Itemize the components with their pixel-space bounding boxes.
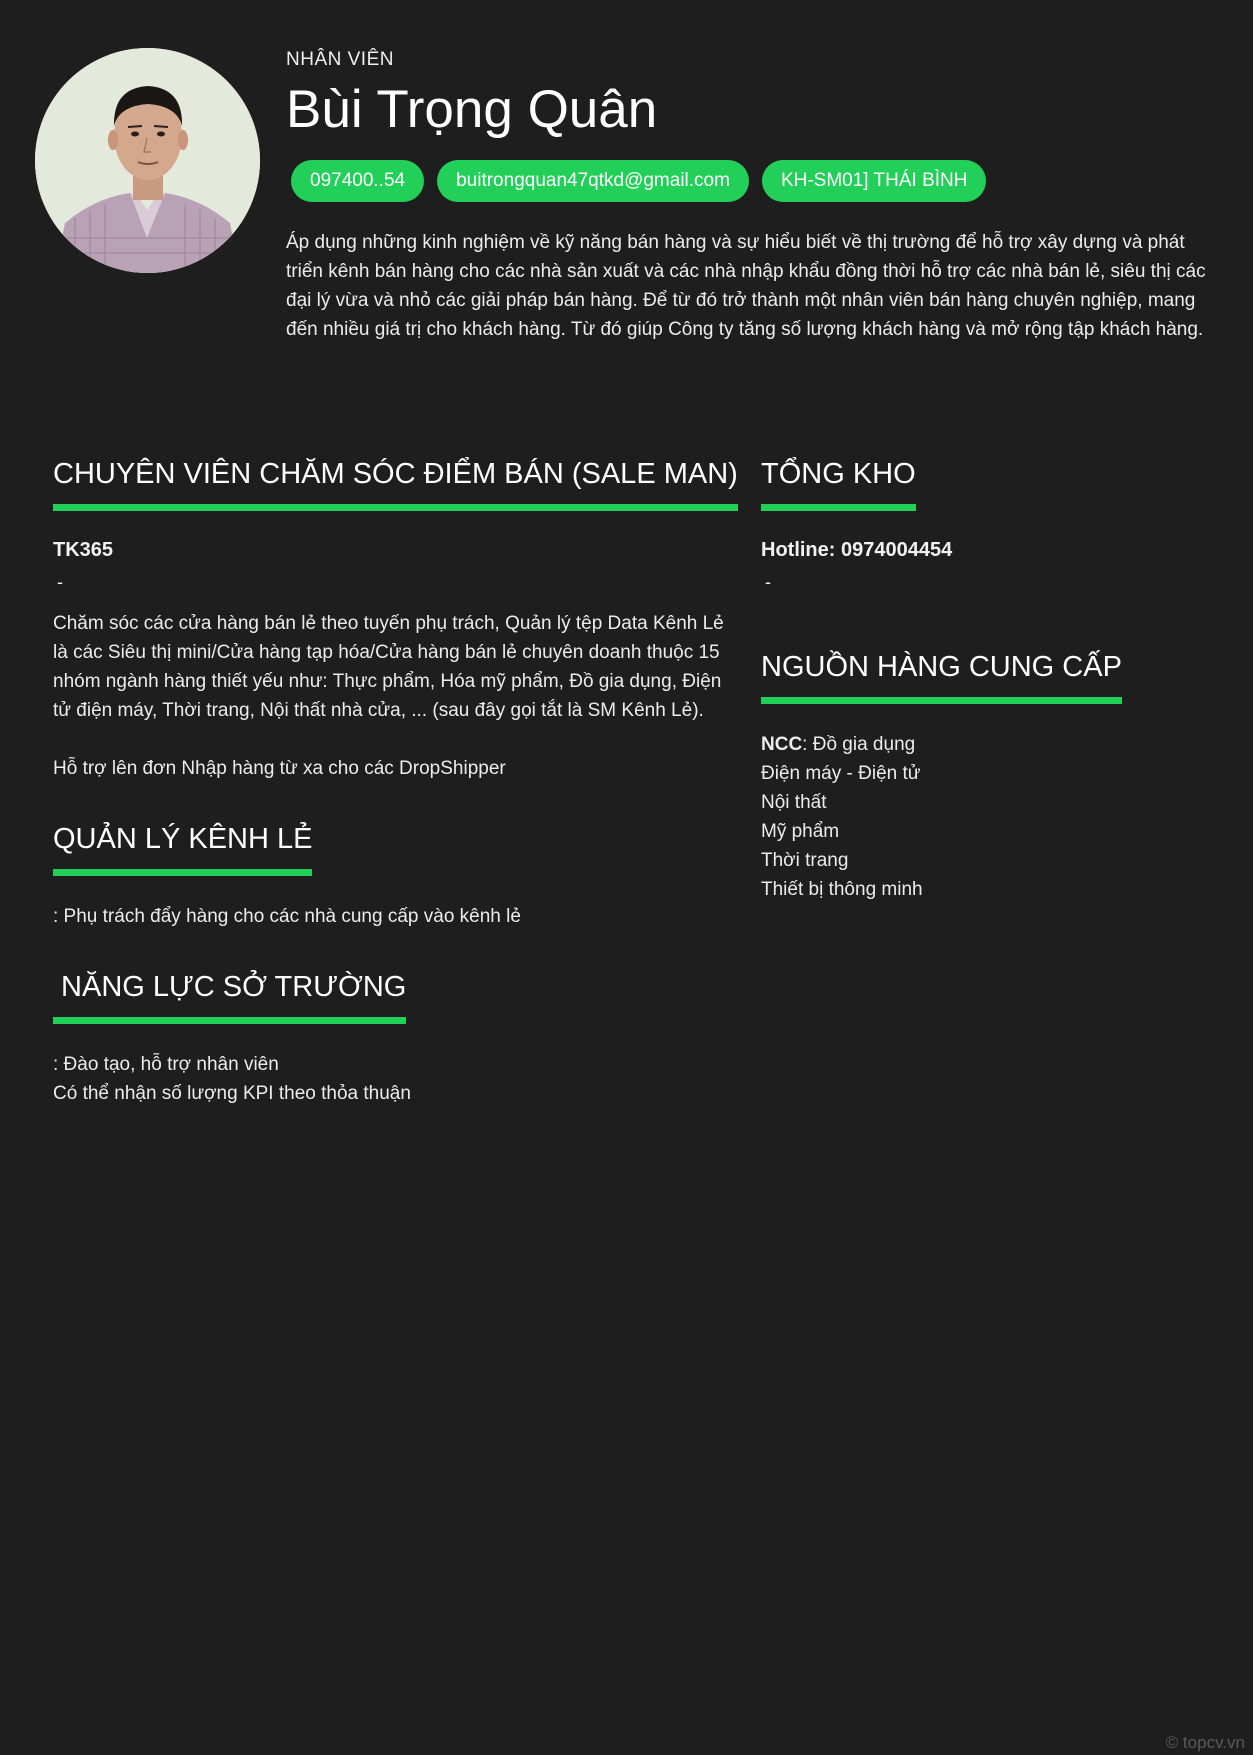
phone-pill[interactable]: 097400..54 bbox=[291, 160, 424, 202]
location-pill: KH-SM01] THÁI BÌNH bbox=[762, 160, 987, 202]
experience-description: Chăm sóc các cửa hàng bán lẻ theo tuyến phụ trách, Quản lý tệp Data Kênh Lẻ là các Siêu thị mini/Cửa hàng tạp hóa/Cửa hàng bán lẻ chuyên doanh thuộc 15 nhóm ngành hàng thiết yếu như: Thực phẩm, Hóa mỹ phẩm, Đồ gia dụng, Điện tử điện máy, Thời trang, Nội thất nhà cửa, ... (sau đây gọi tắt là SM Kênh Lẻ). bbox=[53, 613, 724, 721]
left-column bbox=[53, 454, 738, 1144]
skill-item: Có thể nhận số lượng KPI theo thỏa thuận bbox=[53, 1083, 411, 1104]
sources-title: NGUỒN HÀNG CUNG CẤP bbox=[761, 647, 1122, 704]
channel-title: QUẢN LÝ KÊNH LẺ bbox=[53, 819, 312, 876]
ncc-label: NCC bbox=[761, 734, 803, 755]
candidate-name: Bùi Trọng Quân bbox=[286, 80, 658, 139]
right-column bbox=[761, 454, 1211, 940]
header bbox=[286, 48, 1221, 344]
channel-description: : Phụ trách đẩy hàng cho các nhà cung cấp vào kênh lẻ bbox=[53, 906, 521, 927]
source-item: Điện máy - Điện tử bbox=[761, 763, 921, 784]
profile-photo-image bbox=[35, 48, 260, 273]
warehouse-period: - bbox=[765, 572, 771, 592]
contact-pills bbox=[286, 160, 1221, 202]
sources-list bbox=[761, 730, 1211, 904]
warehouse-hotline: Hotline: 0974004454 bbox=[761, 539, 953, 561]
warehouse-section bbox=[761, 454, 1211, 593]
skills-list bbox=[53, 1050, 733, 1108]
email-pill[interactable]: buitrongquan47qtkd@gmail.com bbox=[437, 160, 749, 202]
warehouse-title: TỔNG KHO bbox=[761, 454, 916, 511]
experience-section bbox=[53, 454, 738, 783]
job-role: NHÂN VIÊN bbox=[286, 49, 394, 70]
source-item: Thiết bị thông minh bbox=[761, 879, 923, 900]
ncc-value: : Đồ gia dụng bbox=[802, 734, 916, 755]
skill-item: : Đào tạo, hỗ trợ nhân viên bbox=[53, 1054, 279, 1075]
experience-company: TK365 bbox=[53, 539, 114, 561]
skills-section bbox=[53, 967, 733, 1108]
sources-section bbox=[761, 647, 1211, 904]
profile-photo bbox=[35, 48, 260, 273]
watermark: © topcv.vn bbox=[1165, 1733, 1245, 1752]
source-item: Mỹ phẩm bbox=[761, 821, 840, 842]
channel-section bbox=[53, 819, 733, 931]
experience-description-2: Hỗ trợ lên đơn Nhập hàng từ xa cho các DropShipper bbox=[53, 758, 506, 779]
source-item-ncc bbox=[761, 730, 1211, 759]
experience-period: - bbox=[57, 572, 63, 592]
career-summary: Áp dụng những kinh nghiệm về kỹ năng bán hàng và sự hiểu biết về thị trường để hỗ trợ xây dựng và phát triển kênh bán hàng cho các nhà sản xuất và các nhà nhập khẩu đồng thời hỗ trợ các nhà bán lẻ, siêu thị các đại lý vừa và nhỏ các giải pháp bán hàng. Để từ đó trở thành một nhân viên bán hàng chuyên nghiệp, mang đến nhiều giá trị cho khách hàng. Từ đó giúp Công ty tăng số lượng khách hàng và mở rộng tập khách hàng. bbox=[286, 232, 1206, 340]
source-item: Thời trang bbox=[761, 850, 849, 871]
experience-title: CHUYÊN VIÊN CHĂM SÓC ĐIỂM BÁN (SALE MAN) bbox=[53, 454, 738, 511]
skills-title: NĂNG LỰC SỞ TRƯỜNG bbox=[53, 967, 406, 1024]
source-item: Nội thất bbox=[761, 792, 827, 813]
